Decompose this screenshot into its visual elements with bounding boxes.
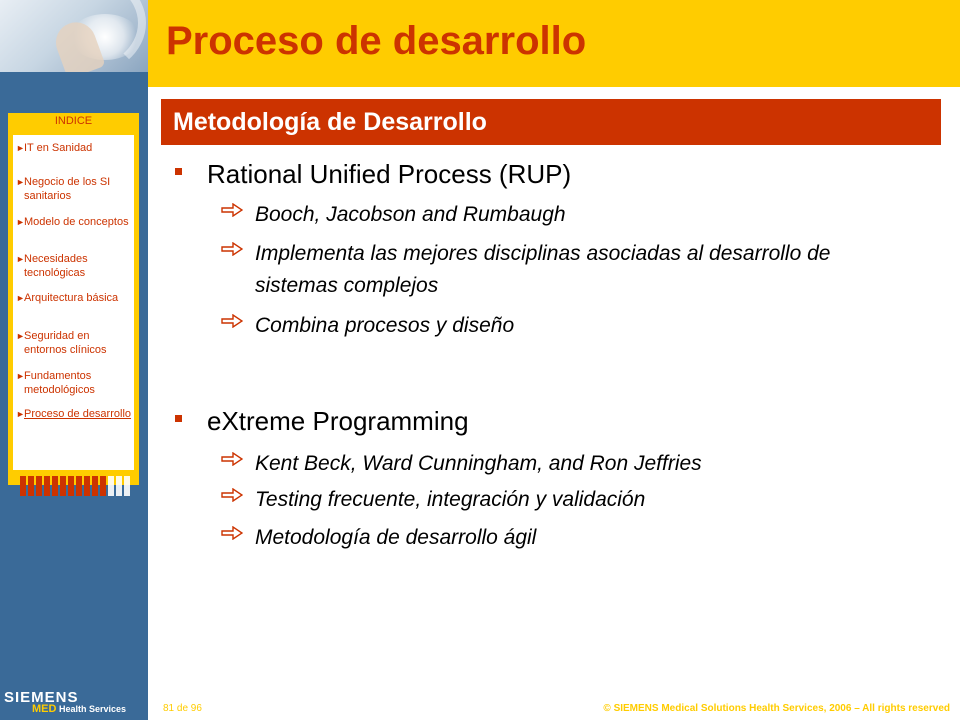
index-item[interactable] (16, 329, 134, 357)
index-item[interactable] (16, 252, 134, 280)
hollow-arrow-icon (221, 314, 243, 328)
progress-segment (44, 476, 50, 496)
bullet-text: Testing frecuente, integración y validación (255, 488, 646, 511)
progress-segment (108, 476, 114, 496)
index-list (13, 135, 134, 470)
hollow-arrow-icon (221, 488, 243, 502)
index-item[interactable] (16, 369, 134, 397)
siemens-logo: SIEMENS (4, 689, 79, 706)
med-logo (32, 703, 126, 715)
index-item-label: Proceso de desarrollo (24, 408, 132, 420)
index-item[interactable] (16, 215, 134, 229)
index-item-label: Fundamentos metodológicos (24, 370, 95, 396)
index-item-label: Arquitectura básica (24, 292, 119, 304)
hollow-arrow-icon (221, 242, 243, 256)
progress-segment (116, 476, 122, 496)
progress-segment (60, 476, 66, 496)
progress-segment (92, 476, 98, 496)
arrow-right-icon: ► (16, 143, 25, 153)
progress-segment (124, 476, 130, 496)
index-panel (8, 113, 139, 485)
bullet-text: Booch, Jacobson and Rumbaugh (255, 203, 566, 226)
page-number: 81 de 96 (163, 703, 202, 714)
bullet-text: Metodología de desarrollo ágil (255, 526, 537, 549)
arrow-right-icon: ► (16, 371, 25, 381)
index-title: INDICE (54, 115, 93, 127)
bullet-text: Implementa las mejores disciplinas asociadas al desarrollo de sistemas complejos (255, 242, 831, 297)
health-services-text: Health Services (58, 704, 127, 714)
progress-segment (68, 476, 74, 496)
arrow-right-icon: ► (16, 409, 25, 419)
arrow-right-icon: ► (16, 177, 25, 187)
progress-bar (20, 476, 138, 498)
copyright: © SIEMENS Medical Solutions Health Services, 2006 – All rights reserved (603, 703, 950, 714)
arrow-right-icon: ► (16, 217, 25, 227)
section-title: Metodología de Desarrollo (161, 99, 941, 145)
arrow-right-icon: ► (16, 293, 25, 303)
square-bullet-icon (175, 168, 182, 175)
progress-segment (52, 476, 58, 496)
hollow-arrow-icon (221, 526, 243, 540)
med-logo-text: MED (32, 703, 57, 715)
index-item-label: Necesidades tecnológicas (24, 253, 88, 279)
index-item[interactable] (16, 291, 134, 305)
arrow-right-icon: ► (16, 254, 25, 264)
square-bullet-icon (175, 415, 182, 422)
index-item-label: Modelo de conceptos (24, 216, 129, 228)
index-item-label: Seguridad en entornos clínicos (24, 330, 107, 356)
header-photo (0, 0, 148, 72)
progress-segment (76, 476, 82, 496)
index-item-label: Negocio de los SI sanitarios (24, 176, 111, 202)
hollow-arrow-icon (221, 203, 243, 217)
hollow-arrow-icon (221, 452, 243, 466)
arrow-right-icon: ► (16, 331, 25, 341)
progress-segment (28, 476, 34, 496)
index-item-label: IT en Sanidad (24, 142, 93, 154)
index-item[interactable] (16, 141, 134, 155)
bullet-text: Combina procesos y diseño (255, 314, 515, 337)
progress-segment (36, 476, 42, 496)
bullet-text: eXtreme Programming (207, 406, 469, 436)
progress-segment (100, 476, 106, 496)
bullet-text: Rational Unified Process (RUP) (207, 159, 572, 189)
index-item[interactable] (16, 175, 134, 203)
bullet-text: Kent Beck, Ward Cunningham, and Ron Jeffries (255, 452, 702, 475)
progress-segment (20, 476, 26, 496)
page-title: Proceso de desarrollo (166, 19, 587, 63)
progress-segment (84, 476, 90, 496)
index-item-active[interactable] (16, 407, 134, 421)
